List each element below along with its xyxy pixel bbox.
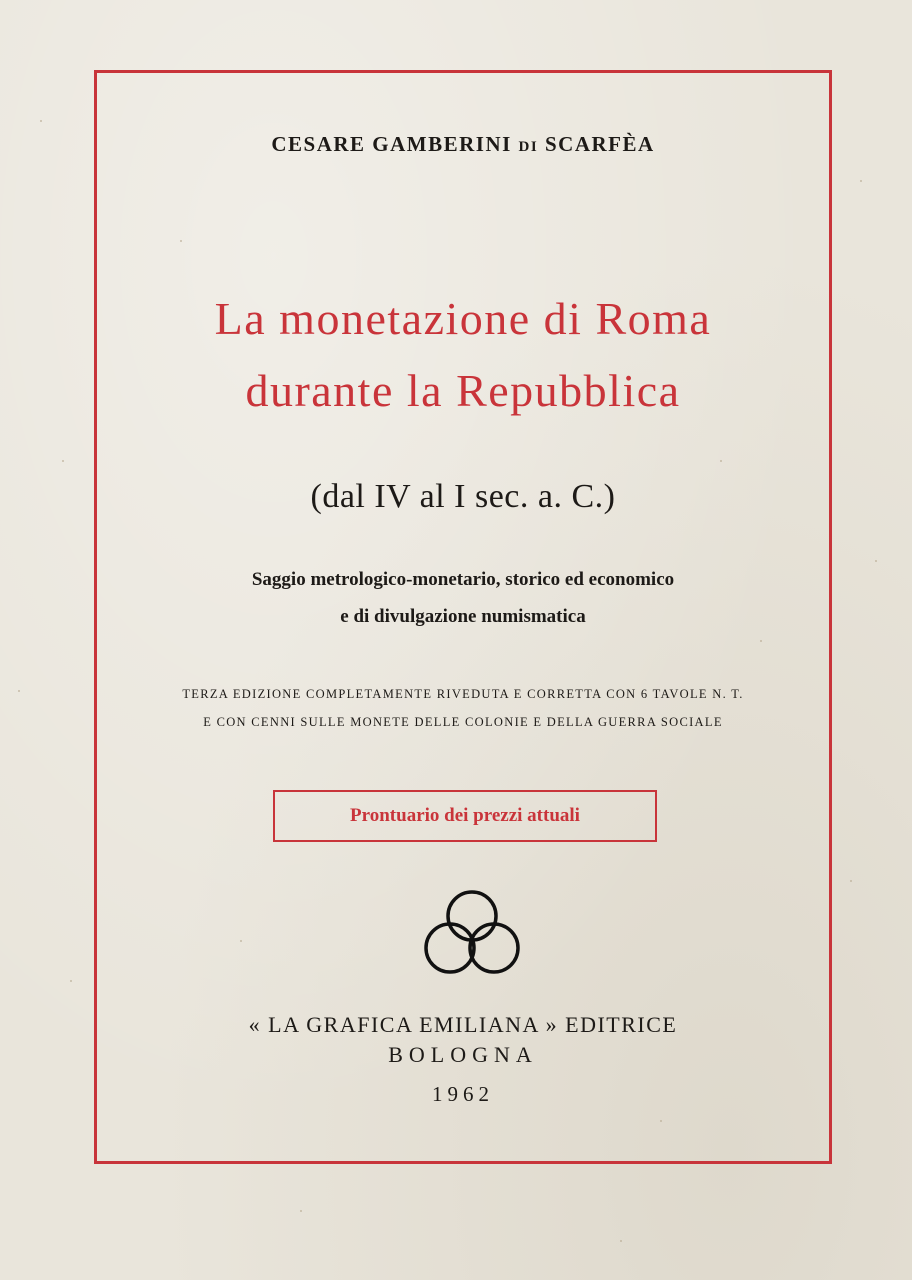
publication-year: 1962: [432, 1082, 494, 1106]
author-last-name: SCARFÈA: [544, 132, 655, 156]
subtitle-line-1: Saggio metrologico-monetario, storico ed economico: [251, 569, 675, 590]
three-interlocking-rings-icon: [420, 888, 524, 978]
publisher-name: « LA GRAFICA EMILIANA » EDITRICE: [248, 1012, 678, 1037]
author-name: [94, 132, 832, 157]
title-line-1: La monetazione di Roma: [214, 293, 712, 344]
period-subtitle: (dal IV al I sec. a. C.): [310, 478, 616, 515]
price-guide-box: Prontuario dei prezzi attuali: [273, 790, 657, 842]
edition-note-line-1: TERZA EDIZIONE COMPLETAMENTE RIVEDUTA E CORRETTA CON 6 TAVOLE N. T.: [182, 687, 744, 701]
publisher-city: BOLOGNA: [388, 1042, 538, 1067]
edition-note-line-2: E CON CENNI SULLE MONETE DELLE COLONIE E DELLA GUERRA SOCIALE: [203, 715, 723, 729]
author-first-name: CESARE GAMBERINI: [271, 132, 512, 156]
title-line-2: durante la Repubblica: [245, 365, 681, 416]
author-particle: di: [518, 132, 539, 156]
subtitle-line-2: e di divulgazione numismatica: [340, 606, 586, 627]
